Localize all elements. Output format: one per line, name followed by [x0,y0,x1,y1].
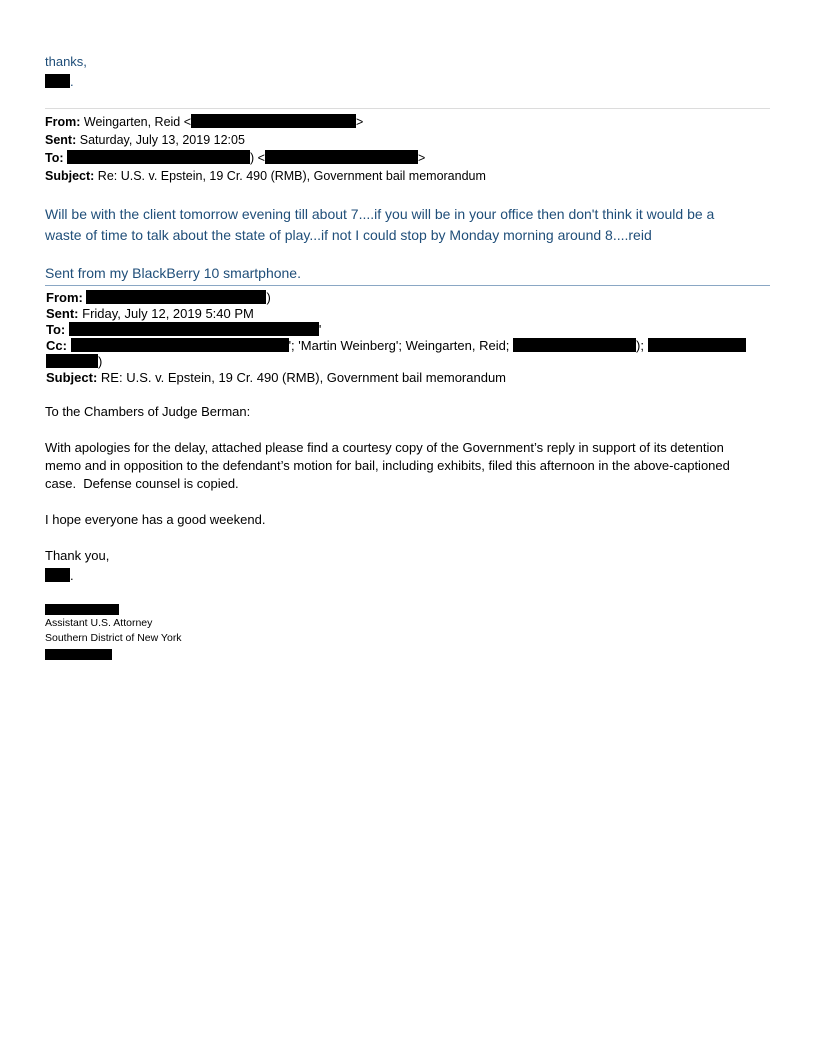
reply-from-line [45,113,363,131]
from-label: From: [46,290,83,305]
quoted-separator [45,285,770,286]
to-close: ' [318,322,322,337]
subject-label: Subject: [45,169,95,183]
reply-subject-line [45,167,486,185]
reply-sent-line [45,131,245,149]
redaction-bar [71,338,289,352]
mobile-signature: Sent from my BlackBerry 10 smartphone. [45,265,301,281]
subject-value: RE: U.S. v. Epstein, 19 Cr. 490 (RMB), Government bail memorandum [100,370,506,385]
orig-subject-line [46,370,506,386]
cc-mid2: ); [636,338,644,353]
from-close: ) [266,290,271,305]
reply-body-line-1: Will be with the client tomorrow evening till about 7....if you will be in your office then don't think it would be a [45,206,715,222]
redaction-bar [69,322,322,337]
salutation: To the Chambers of Judge Berman: [45,404,251,419]
redacted-name [45,604,119,615]
para1-line-3: case. Defense counsel is copied. [45,476,239,491]
cc-mid: '; 'Martin Weinberg'; Weingarten, Reid; [288,338,510,353]
reply-body-line-2: waste of time to talk about the state of play...if not I could stop by Monday morning around 8....reid [45,227,652,243]
from-label: From: [45,115,81,129]
redaction-bar [86,290,266,304]
to-label: To: [46,322,66,337]
signature-office: Southern District of New York [45,632,182,644]
orig-cc-line-2 [46,354,102,370]
signature-title: Assistant U.S. Attorney [45,617,153,629]
sent-value: Friday, July 12, 2019 5:40 PM [82,306,254,321]
redaction-bar [46,354,98,368]
para1-line-2: memo and in opposition to the defendant’s motion for bail, including exhibits, filed this afternoon in the above-captioned [45,458,730,473]
para1-line-1: With apologies for the delay, attached please find a courtesy copy of the Government’s reply in support of its detention [45,440,724,455]
header-separator [45,108,770,109]
redacted-initials [45,74,74,89]
to-close: > [417,151,426,165]
redaction-bar [191,114,356,128]
to-label: To: [45,151,64,165]
initials-suffix: . [70,568,74,583]
orig-sent-line [46,306,254,322]
thanks-text: thanks, [45,54,87,69]
sent-value: Saturday, July 13, 2019 12:05 [79,133,245,147]
cc-label: Cc: [46,338,67,353]
closing: Thank you, [45,548,110,563]
redacted-contact [45,649,112,660]
orig-from-line [46,290,271,306]
cc-close: ) [98,354,103,369]
redaction-bar [45,568,70,582]
to-mid: ) < [250,151,265,165]
redaction-bar [45,74,70,88]
from-value: Weingarten, Reid < [83,115,192,129]
reply-to-line [45,149,425,167]
orig-to-line [46,322,321,338]
sent-label: Sent: [45,133,77,147]
initials-suffix: . [70,74,74,89]
sent-label: Sent: [46,306,79,321]
redaction-bar [648,338,746,352]
subject-label: Subject: [46,370,98,385]
redaction-bar [67,150,250,164]
orig-cc-line [46,338,746,354]
redacted-initials-2 [45,568,74,583]
para2: I hope everyone has a good weekend. [45,512,266,527]
redaction-bar [513,338,636,352]
redaction-bar [265,150,418,164]
subject-value: Re: U.S. v. Epstein, 19 Cr. 490 (RMB), Government bail memorandum [97,169,486,183]
from-close: > [356,115,364,129]
